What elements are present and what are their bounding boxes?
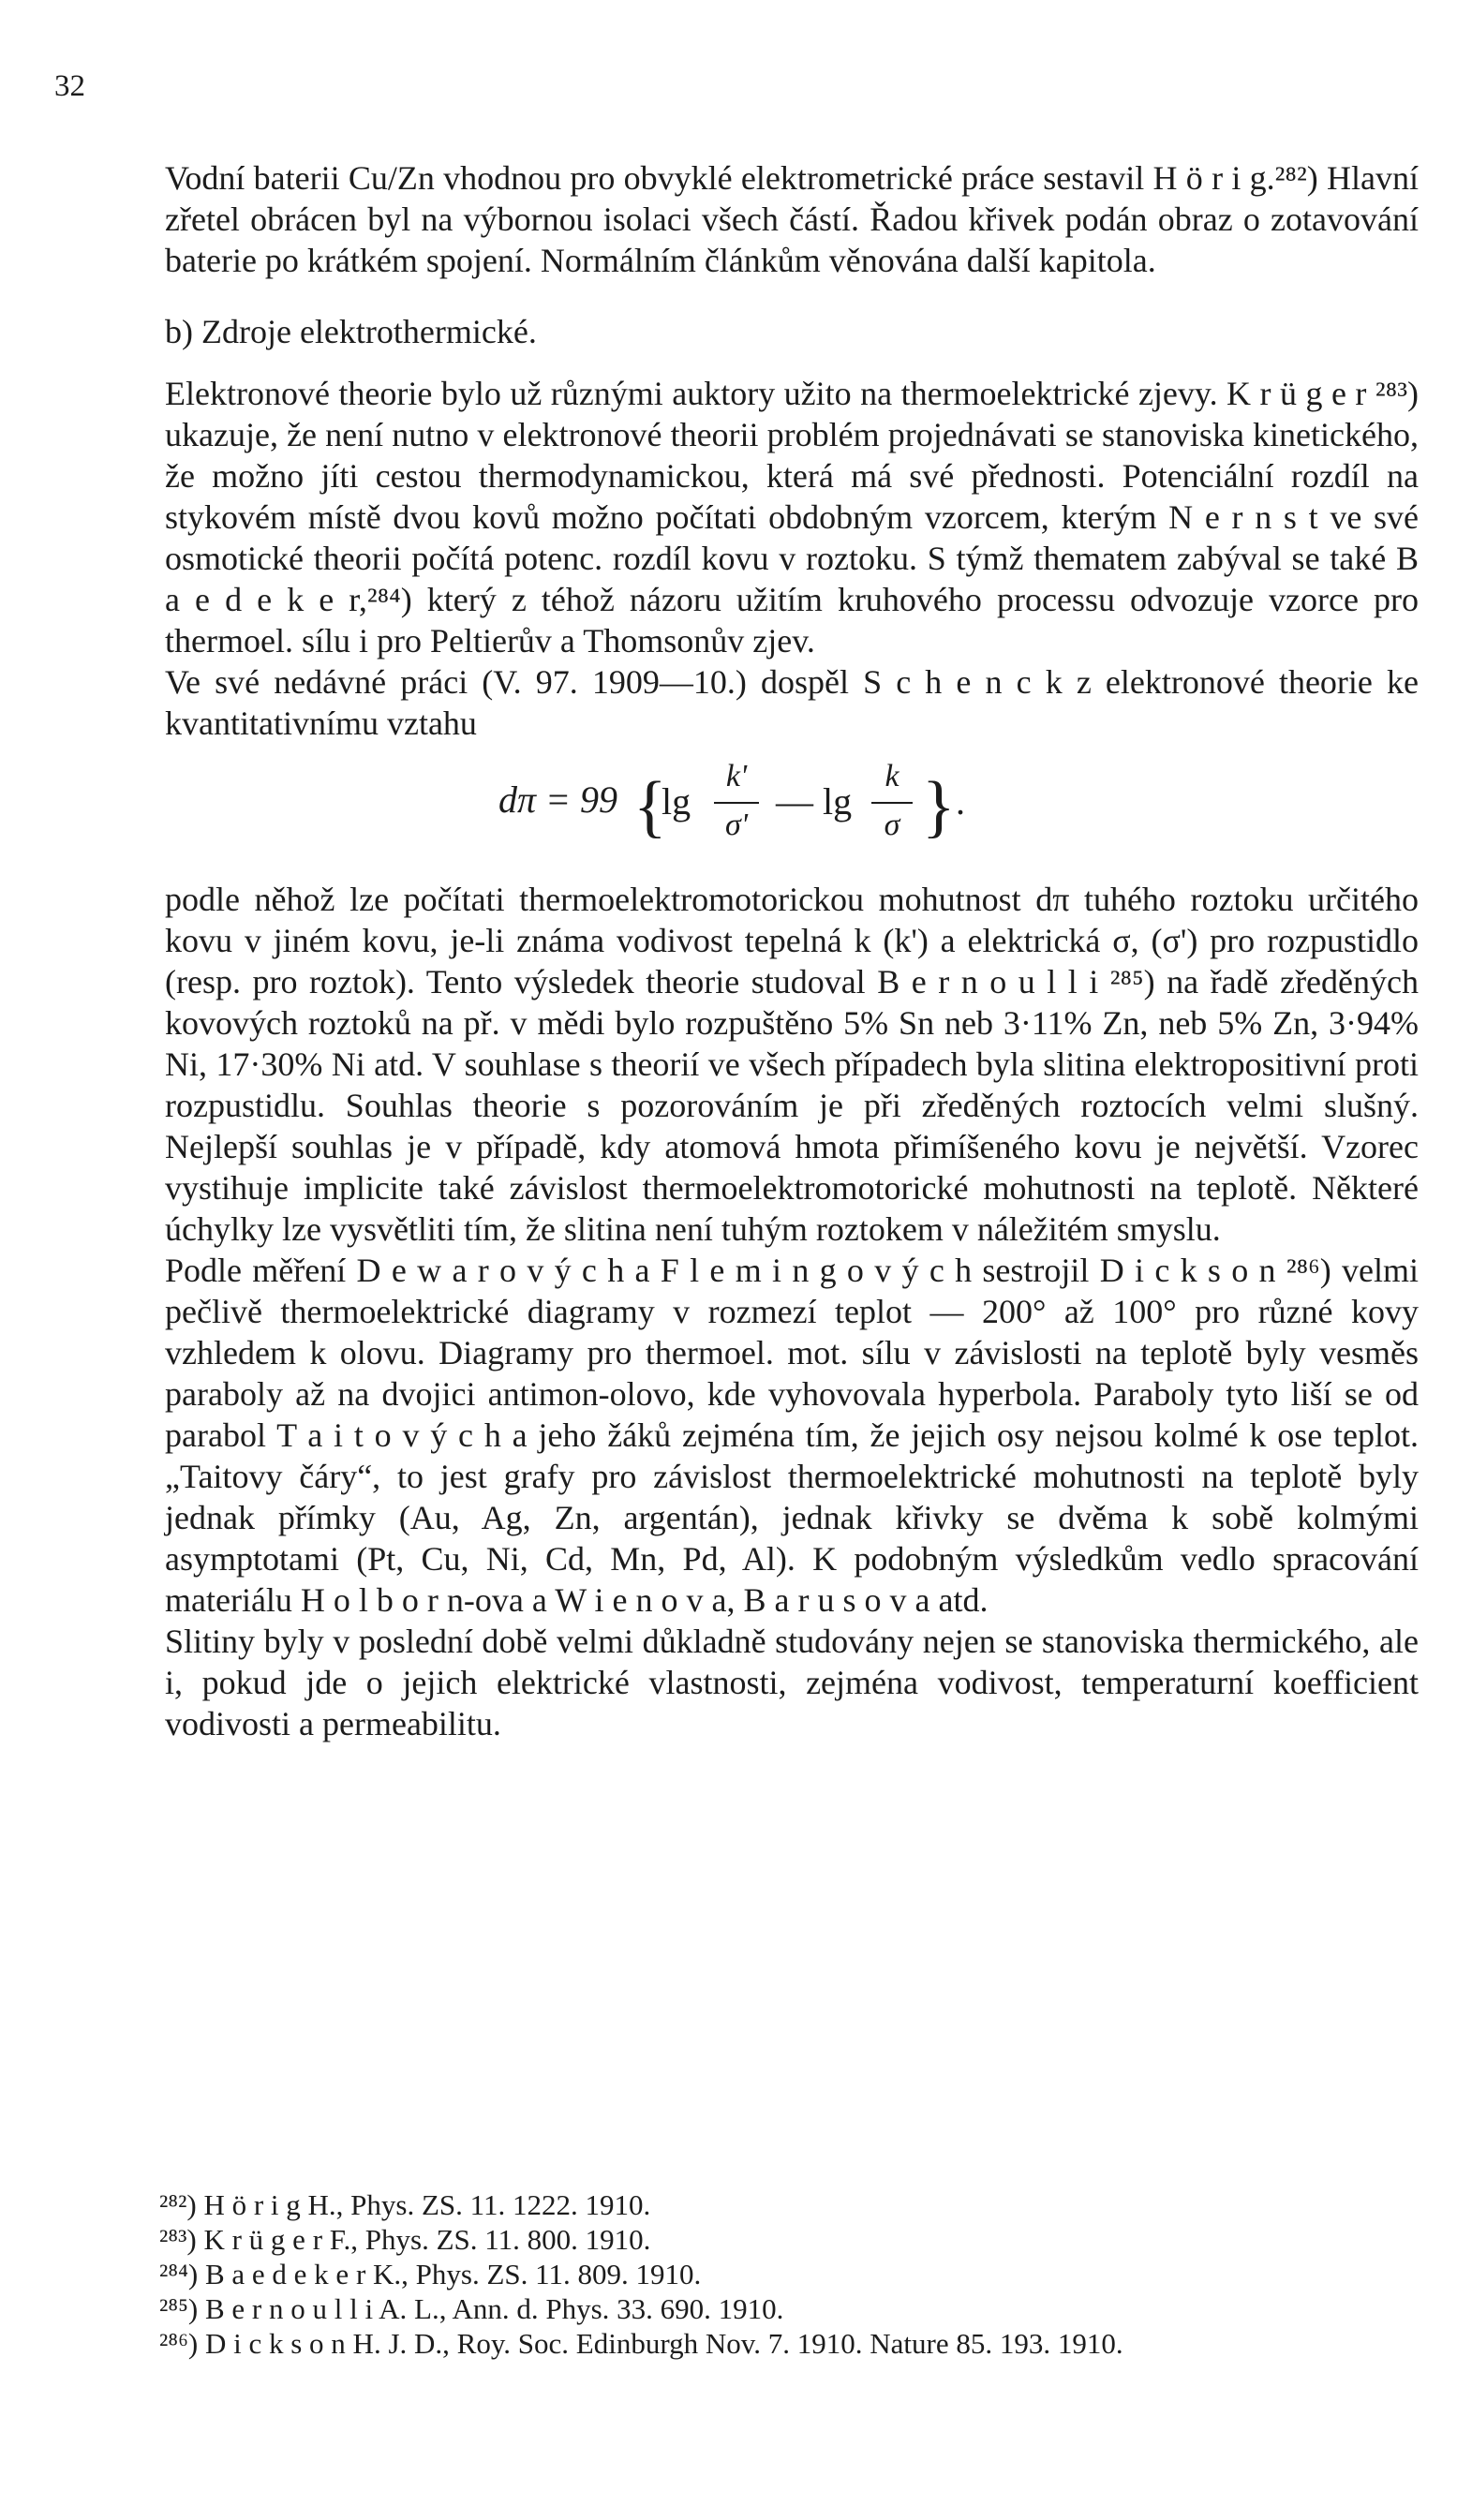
- footnote-285: ²⁸⁵) B e r n o u l l i A. L., Ann. d. Phys. 33. 690. 1910.: [159, 2292, 784, 2325]
- paragraph-dickson: Podle měření D e w a r o v ý c h a F l e m i n g o v ý c h sestrojil D i c k s o n ²⁸⁶) velmi pečlivě thermoelektrické diagramy v rozmezí teplot — 200° až 100° pro různé kovy vzhledem k olovu. Diagramy pro thermoel. mot. sílu v závislosti na teplotě byly vesměs paraboly až na dvojici antimon-olovo, kde vyhovovala hyperbola. Paraboly tyto liší se od parabol T a i t o v ý c h a jeho žáků zejména tím, že jejich osy nejsou kolmé k ose teplot. „Taitovy čáry“, to jest grafy pro závislost thermoelektrické mohutnosti na teplotě byly jednak přímky (Au, Ag, Zn, argentán), jednak křivky se dvěma k sobě kolmými asymptotami (Pt, Cu, Ni, Cd, Mn, Pd, Al). K podobným výsledkům vedlo spracování materiálu H o l b o r n-ova a W i e n o v a, B a r u s o v a atd.: [165, 1252, 1419, 1619]
- formula: [165, 759, 1419, 862]
- formula-denominator-1: σ': [724, 808, 749, 842]
- fraction-bar-2: [871, 802, 913, 804]
- formula-denominator-2: σ: [884, 808, 900, 842]
- formula-lg-1: lg: [662, 780, 691, 823]
- footnote-283: ²⁸³) K r ü g e r F., Phys. ZS. 11. 800. 1910.: [159, 2223, 651, 2256]
- formula-numerator-1: k': [725, 759, 748, 793]
- footnote-286: ²⁸⁶) D i c k s o n H. J. D., Roy. Soc. Edinburgh Nov. 7. 1910. Nature 85. 193. 1910.: [159, 2327, 1123, 2360]
- page-number: 32: [54, 69, 85, 103]
- footnote-282: ²⁸²) H ö r i g H., Phys. ZS. 11. 1222. 1910.: [159, 2188, 651, 2221]
- formula-numerator-2: k: [885, 759, 899, 793]
- section-heading: b) Zdroje elektrothermické.: [165, 313, 537, 350]
- main-text: [165, 157, 1419, 1744]
- paragraph-schenck: Ve své nedávné práci (V. 97. 1909—10.) dospěl S c h e n c k z elektronové theorie ke kvantitativnímu vztahu: [165, 663, 1419, 742]
- formula-end: .: [956, 780, 965, 823]
- paragraph-alloys: Slitiny byly v poslední době velmi důkladně studovány nejen se stanoviska thermického, ale i, pokud jde o jejich elektrické vlastnosti, zejména vodivost, temperaturní koefficient vodivosti a permeabilitu.: [165, 1623, 1419, 1742]
- formula-minus: —: [776, 780, 813, 823]
- formula-brace-right: }: [922, 768, 956, 845]
- footnotes: [159, 2187, 1415, 2361]
- paragraph-electron-theory: Elektronové theorie bylo už různými auktory užito na thermoelektrické zjevy. K r ü g e r ²⁸³) ukazuje, že není nutno v elektronové theorii problém projednávati se stanoviska kinetického, že možno jíti cestou thermodynamickou, která má své přednosti. Potenciální rozdíl na stykovém místě dvou kovů možno počítati obdobným vzorcem, kterým N e r n s t ve své osmotické theorii počítá potenc. rozdíl kovu v roztoku. S týmž thematem zabýval se také B a e d e k e r,²⁸⁴) který z téhož názoru užitím kruhového processu odvozuje vzorce pro thermoel. sílu i pro Peltierův a Thomsonův zjev.: [165, 375, 1419, 660]
- paragraph-bernoulli: podle něhož lze počítati thermoelektromotorickou mohutnost dπ tuhého roztoku určitého kovu v jiném kovu, je-li známa vodivost tepelná k (k') a elektrická σ, (σ') pro rozpustidlo (resp. pro roztok). Tento výsledek theorie studoval B e r n o u l l i ²⁸⁵) na řadě zředěných kovových roztoků na př. v mědi bylo rozpuštěno 5% Sn neb 3·11% Zn, neb 5% Zn, 3·94% Ni, 17·30% Ni atd. V souhlase s theorií ve všech případech byla slitina elektropositivní proti rozpustidlu. Souhlas theorie s pozorováním je při zředěných roztocích velmi slušný. Nejlepší souhlas je v případě, kdy atomová hmota přimíšeného kovu je největší. Vzorec vystihuje implicite také závislost thermoelektromotorické mohutnosti na teplotě. Některé úchylky lze vysvětliti tím, že slitina není tuhým roztokem v náležitém smyslu.: [165, 881, 1419, 1248]
- formula-lg-2: lg: [823, 780, 853, 823]
- formula-lhs: dπ = 99: [498, 778, 618, 821]
- paragraph-battery: Vodní baterii Cu/Zn vhodnou pro obvyklé elektrometrické práce sestavil H ö r i g.²⁸²) Hlavní zřetel obrácen byl na výbornou isolaci všech částí. Řadou křivek podán obraz o zotavování baterie po krátkém spojení. Normálním článkům věnována další kapitola.: [165, 159, 1419, 279]
- footnote-284: ²⁸⁴) B a e d e k e r K., Phys. ZS. 11. 809. 1910.: [159, 2258, 702, 2290]
- formula-brace-left: {: [633, 768, 667, 845]
- fraction-bar-1: [714, 802, 759, 804]
